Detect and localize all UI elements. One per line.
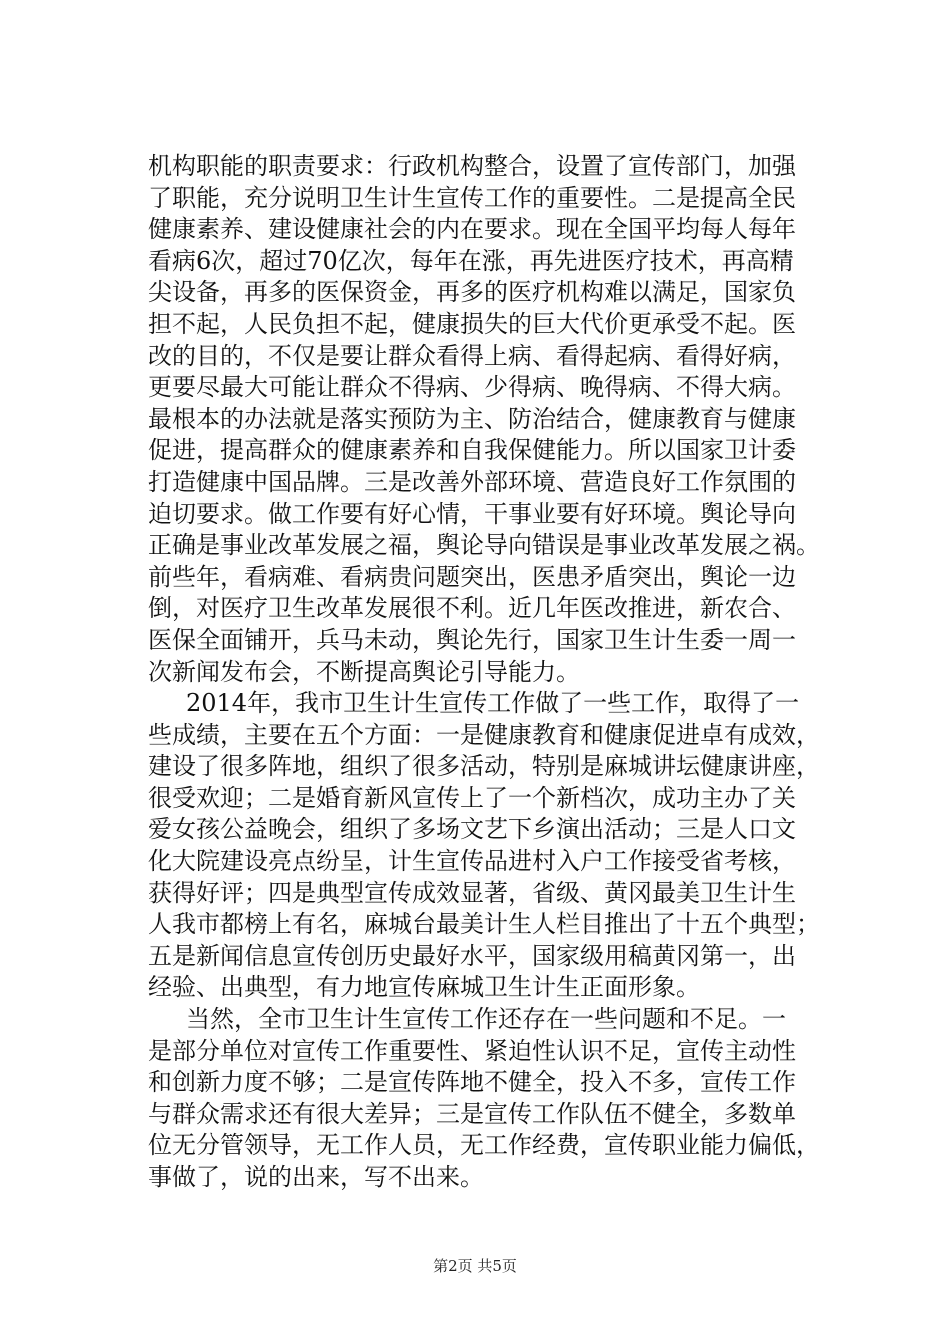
text-line: 人我市都榜上有名，麻城台最美计生人栏目推出了十五个典型； — [148, 910, 820, 939]
text-line: 更要尽最大可能让群众不得病、少得病、晚得病、不得大病。 — [148, 373, 796, 402]
text-line: 与群众需求还有很大差异；三是宣传工作队伍不健全，多数单 — [148, 1099, 796, 1128]
text-line: 爱女孩公益晚会，组织了多场文艺下乡演出活动；三是人口文 — [148, 815, 796, 844]
text-line: 促进，提高群众的健康素养和自我保健能力。所以国家卫计委 — [148, 436, 796, 465]
text-line: 是部分单位对宣传工作重要性、紧迫性认识不足，宣传主动性 — [148, 1036, 796, 1065]
text-line: 经验、出典型，有力地宣传麻城卫生计生正面形象。 — [148, 973, 700, 1002]
text-line: 些成绩，主要在五个方面：一是健康教育和健康促进卓有成效， — [148, 720, 820, 749]
text-line: 当然，全市卫生计生宣传工作还存在一些问题和不足。一 — [186, 1005, 786, 1034]
text-line: 看病6次，超过70亿次，每年在涨，再先进医疗技术，再高精 — [148, 246, 794, 275]
page-footer: 第2页 共5页 — [433, 1257, 517, 1275]
paragraph — [148, 151, 848, 688]
text-line: 正确是事业改革发展之福，舆论导向错误是事业改革发展之祸。 — [148, 531, 820, 560]
text-line: 前些年，看病难、看病贵问题突出，医患矛盾突出，舆论一边 — [148, 562, 796, 591]
text-line: 倒，对医疗卫生改革发展很不利。近几年医改推进，新农合、 — [148, 594, 796, 623]
document-body — [148, 151, 848, 1194]
text-line: 事做了，说的出来，写不出来。 — [148, 1163, 484, 1191]
text-line: 担不起，人民负担不起，健康损失的巨大代价更承受不起。医 — [148, 309, 796, 338]
text-line: 改的目的，不仅是要让群众看得上病、看得起病、看得好病， — [148, 341, 796, 370]
text-line: 健康素养、建设健康社会的内在要求。现在全国平均每人每年 — [148, 215, 796, 244]
text-line: 建设了很多阵地，组织了很多活动，特别是麻城讲坛健康讲座， — [148, 752, 820, 781]
text-line: 迫切要求。做工作要有好心情，干事业要有好环境。舆论导向 — [148, 499, 796, 528]
text-line: 机构职能的职责要求：行政机构整合，设置了宣传部门，加强 — [148, 152, 796, 180]
paragraph — [148, 688, 848, 1004]
text-line: 2014年，我市卫生计生宣传工作做了一些工作，取得了一 — [186, 689, 800, 718]
paragraph — [148, 1004, 848, 1194]
text-line: 了职能，充分说明卫生计生宣传工作的重要性。二是提高全民 — [148, 183, 796, 212]
text-line: 获得好评；四是典型宣传成效显著，省级、黄冈最美卫生计生 — [148, 878, 796, 907]
text-line: 最根本的办法就是落实预防为主、防治结合，健康教育与健康 — [148, 404, 796, 433]
text-line: 次新闻发布会，不断提高舆论引导能力。 — [148, 657, 580, 686]
text-line: 很受欢迎；二是婚育新风宣传上了一个新档次，成功主办了关 — [148, 783, 796, 812]
text-line: 五是新闻信息宣传创历史最好水平，国家级用稿黄冈第一，出 — [148, 941, 796, 970]
text-line: 打造健康中国品牌。三是改善外部环境、营造良好工作氛围的 — [148, 467, 796, 496]
text-line: 和创新力度不够；二是宣传阵地不健全，投入不多，宣传工作 — [148, 1068, 796, 1097]
text-line: 医保全面铺开，兵马未动，舆论先行，国家卫生计生委一周一 — [148, 625, 796, 654]
text-line: 尖设备，再多的医保资金，再多的医疗机构难以满足，国家负 — [148, 278, 796, 307]
text-line: 位无分管领导，无工作人员，无工作经费，宣传职业能力偏低， — [148, 1131, 820, 1160]
text-line: 化大院建设亮点纷呈，计生宣传品进村入户工作接受省考核， — [148, 847, 796, 876]
